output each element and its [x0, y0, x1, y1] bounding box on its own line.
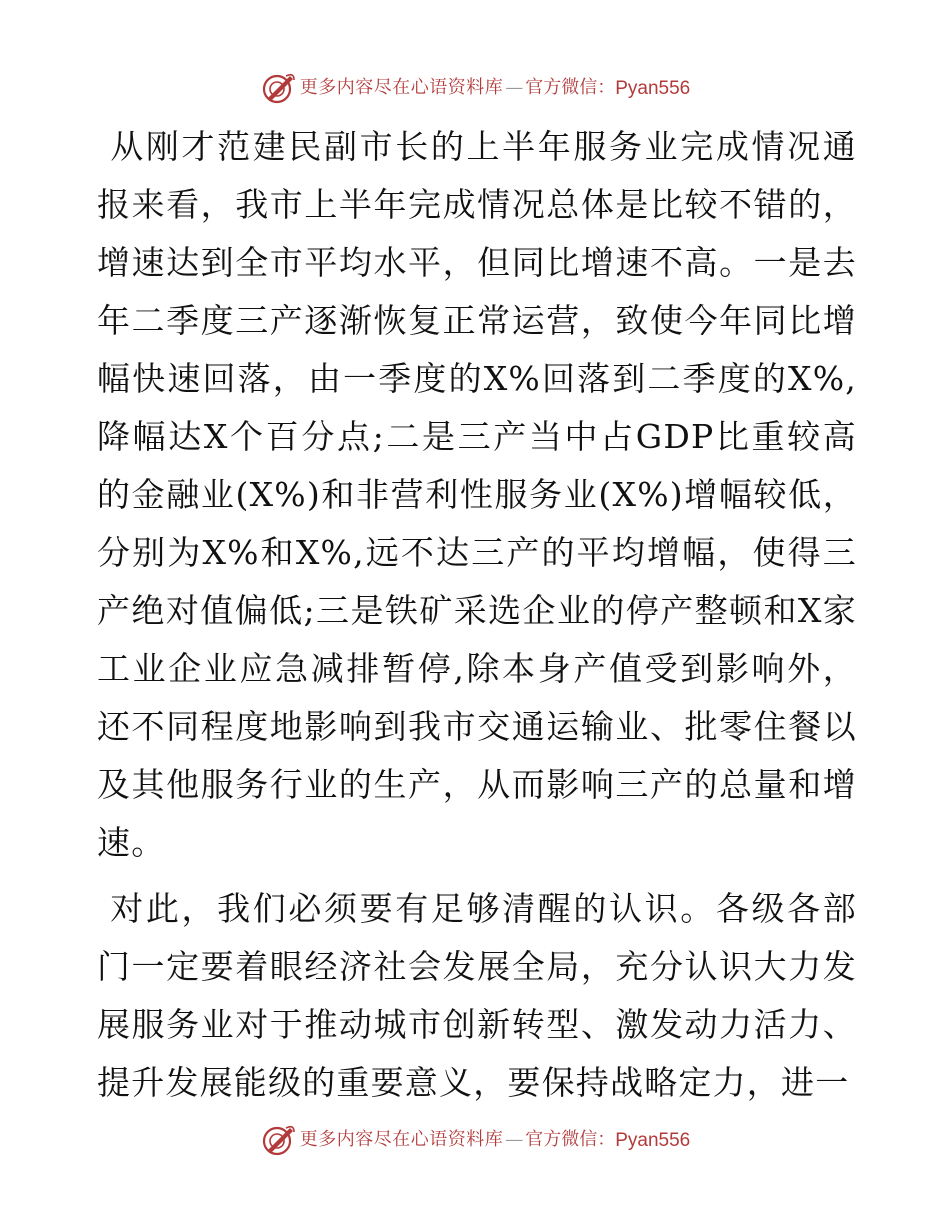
- banner-wechat-id: Pyan556: [615, 1129, 691, 1151]
- footer-banner: [0, 1118, 950, 1162]
- banner-separator: —: [505, 77, 524, 98]
- quill-pen-logo-icon: [260, 70, 296, 106]
- banner-wechat-id: Pyan556: [615, 77, 691, 99]
- banner-wechat-label: 官方微信：: [525, 1129, 616, 1150]
- paragraph-1: 从刚才范建民副市长的上半年服务业完成情况通报来看，我市上半年完成情况总体是比较不错的，增速达到全市平均水平，但同比增速不高。一是去年二季度三产逐渐恢复正常运营，致使今年同比增幅快速回落，由一季度的X%回落到二季度的X%,降幅达X个百分点;二是三产当中占GDP比重较高的金融业(X%)和非营利性服务业(X%)增幅较低，分别为X%和X%,远不达三产的平均增幅，使得三产绝对值偏低;三是铁矿采选企业的停产整顿和X家工业企业应急减排暂停,除本身产值受到影响外，还不同程度地影响到我市交通运输业、批零住餐以及其他服务行业的生产，从而影响三产的总量和增速。: [97, 127, 857, 862]
- banner-site-name: 更多内容尽在心语资料库: [299, 77, 504, 98]
- banner-wechat-label: 官方微信：: [525, 77, 616, 98]
- quill-pen-logo-icon: [260, 1122, 296, 1158]
- banner-separator: —: [505, 1129, 524, 1150]
- document-body: [97, 118, 857, 1112]
- banner-site-name: 更多内容尽在心语资料库: [299, 1129, 504, 1150]
- paragraph-2: 对此，我们必须要有足够清醒的认识。各级各部门一定要着眼经济社会发展全局，充分认识大力发展服务业对于推动城市创新转型、激发动力活力、提升发展能级的重要意义，要保持战略定力，进一: [97, 889, 857, 1102]
- header-banner: [0, 66, 950, 110]
